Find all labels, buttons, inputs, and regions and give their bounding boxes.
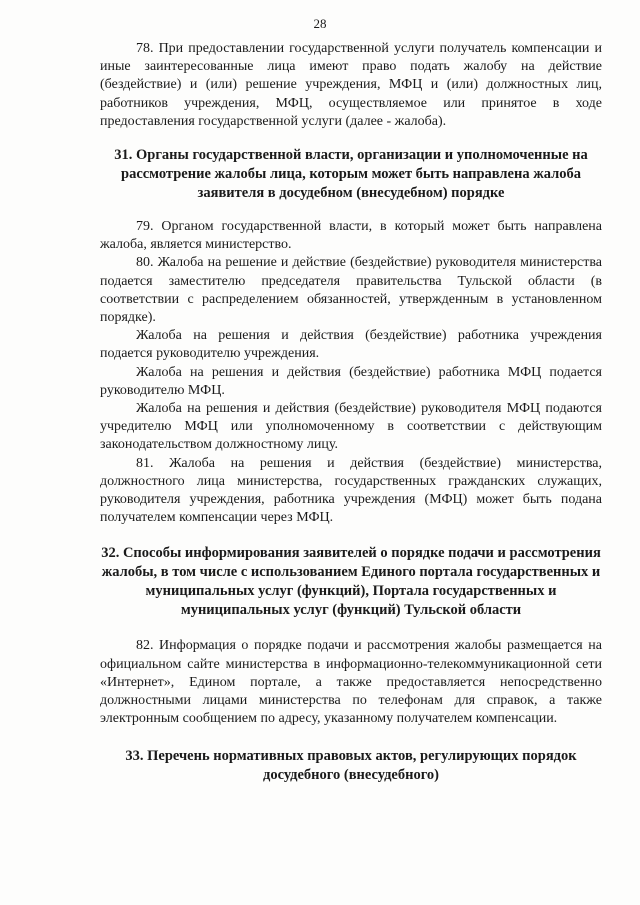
paragraph-82: 82. Информация о порядке подачи и рассмотрения жалобы размещается на официальном сайте министерства в информационно-телекоммуникационной сети «Интернет», Едином портале, а также предоставляется непосредственно должностными лицами министерства по телефонам для справок, а также электронным сообщением по адресу, указанному получателем компенсации. — [100, 638, 602, 727]
paragraph-79: 79. Органом государственной власти, в который может быть направлена жалоба, является министерство. — [100, 219, 602, 253]
section-heading-31: 31. Органы государственной власти, организации и уполномоченные на рассмотрение жалобы лица, которым может быть направлена жалоба заявителя в досудебном (внесудебном) порядке — [114, 147, 588, 202]
paragraph-80-mfc-head: Жалоба на решения и действия (бездействие) руководителя МФЦ подаются учредителю МФЦ или уполномоченному в соответствии с действующим законодательством должностному лицу. — [100, 401, 602, 453]
section-heading-33: 33. Перечень нормативных правовых актов, регулирующих порядок досудебного (внесудебного) — [125, 748, 577, 784]
paragraph-78: 78. При предоставлении государственной услуги получатель компенсации и иные заинтересованные лица имеют право подать жалобу на действие (бездействие) и (или) решение учреждения, МФЦ и (или) должностных лиц, работников учреждения, МФЦ, осуществляемое или принятое в ходе предоставления государственной услуги (далее - жалоба). — [100, 41, 602, 129]
document-body — [100, 40, 602, 785]
paragraph-80-employee: Жалоба на решения и действия (бездействие) работника учреждения подается руководителю учреждения. — [100, 328, 602, 362]
paragraph-80: 80. Жалоба на решение и действие (бездействие) руководителя министерства подается заместителю председателя правительства Тульской области (в соответствии с распределением обязанностей, утвержденным в установленном порядке). — [100, 255, 602, 326]
paragraph-80-mfc-employee: Жалоба на решения и действия (бездействие) работника МФЦ подается руководителю МФЦ. — [100, 364, 602, 398]
paragraph-81: 81. Жалоба на решения и действия (бездействие) министерства, должностного лица министерства, государственных гражданских служащих, руководителя учреждения, работника учреждения (МФЦ) может быть подана получателем компенсации через МФЦ. — [100, 455, 602, 526]
page-number: 28 — [313, 16, 327, 31]
section-heading-32: 32. Способы информирования заявителей о порядке подачи и рассмотрения жалобы, в том числе с использованием Единого портала государственных и муниципальных услуг (функций), Портала государственных и муниципальных услуг (функций) Тульской области — [101, 545, 601, 619]
